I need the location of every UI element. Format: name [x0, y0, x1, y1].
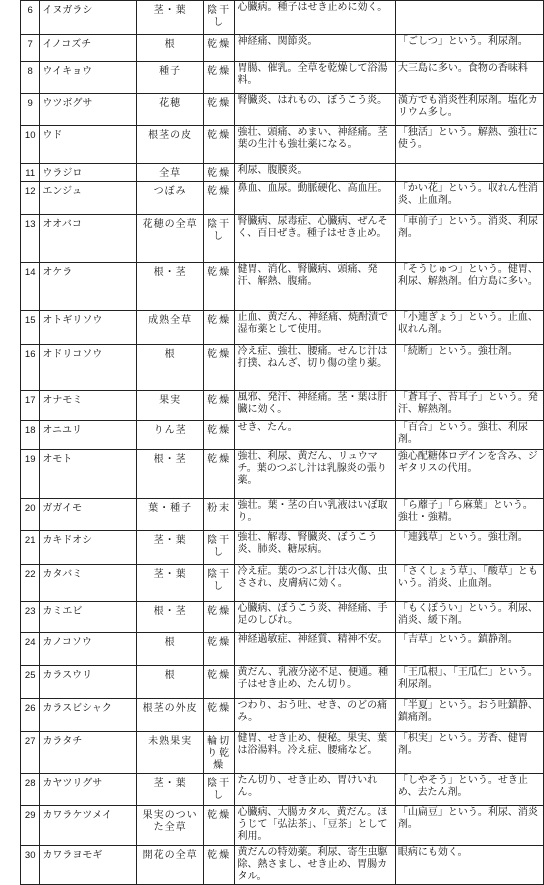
plant-name: オケラ [40, 263, 137, 311]
row-number: 15 [21, 311, 40, 345]
table-row [21, 94, 544, 126]
preparation: 陰干し [203, 1, 235, 35]
preparation: 陰干し [203, 531, 235, 565]
table-row [21, 846, 544, 885]
effect-text: 強壮。葉・茎の白い乳液はいぼ取り。 [235, 499, 395, 531]
effect-text: 神経痛、関節炎。 [235, 35, 395, 62]
plant-part: 根 [137, 633, 203, 666]
table-row [21, 633, 544, 666]
plant-name: カタバミ [40, 565, 137, 602]
row-number: 20 [21, 499, 40, 531]
effect-text: 健胃、消化、腎臓病、頭痛、発汗、解熱、腹痛。 [235, 263, 395, 311]
table-row [21, 732, 544, 774]
table-row [21, 666, 544, 699]
row-number: 21 [21, 531, 40, 565]
plant-part: 茎・葉 [137, 1, 203, 35]
plant-part: 根 [137, 345, 203, 391]
note-text: 「連銭草」という。強壮剤。 [395, 531, 543, 565]
plant-part: 果実 [137, 391, 203, 421]
plant-name: ガガイモ [40, 499, 137, 531]
effect-text: 強壮、頭痛、めまい、神経痛。茎葉の生汁も強壮薬になる。 [235, 126, 395, 164]
herb-table-body [21, 1, 544, 885]
note-text [395, 1, 543, 35]
table-row [21, 263, 544, 311]
plant-part: 未熟果実 [137, 732, 203, 774]
preparation: 乾燥 [203, 450, 235, 499]
note-text: 「百合」という。強壮、利尿剤。 [395, 421, 543, 450]
note-text: 「車前子」という。消炎、利尿剤。 [395, 215, 543, 263]
plant-name: ウド [40, 126, 137, 164]
plant-name: エンジュ [40, 182, 137, 215]
preparation: 輪切り乾燥 [203, 732, 235, 774]
plant-name: カラスビシャク [40, 699, 137, 732]
row-number: 9 [21, 94, 40, 126]
row-number: 30 [21, 846, 40, 885]
effect-text: 心臓病、ぼうこう炎、神経痛、手足のしびれ。 [235, 602, 395, 633]
effect-text: 心臓病。種子はせき止めに効く。 [235, 1, 395, 35]
preparation: 乾燥 [203, 182, 235, 215]
plant-part: 成熟全草 [137, 311, 203, 345]
note-text: 眼病にも効く。 [395, 846, 543, 885]
plant-part: 茎・葉 [137, 565, 203, 602]
row-number: 28 [21, 774, 40, 806]
table-row [21, 450, 544, 499]
note-text: 「ら蘼子」「ら麻葉」という。強壮・強精。 [395, 499, 543, 531]
note-text: 「枳実」という。芳香、健胃剤。 [395, 732, 543, 774]
row-number: 23 [21, 602, 40, 633]
effect-text: 腎臓病、尿毒症、心臓病、ぜんそく、百日ぜき。種子はせき止め。 [235, 215, 395, 263]
plant-part: 根茎の外皮 [137, 699, 203, 732]
plant-part: 根茎の皮 [137, 126, 203, 164]
preparation: 乾燥 [203, 602, 235, 633]
plant-name: オモト [40, 450, 137, 499]
effect-text: 強壮、解毒、腎臓炎、ぼうこう炎、肺炎、糖尿病。 [235, 531, 395, 565]
plant-name: オオバコ [40, 215, 137, 263]
preparation: 陰干し [203, 565, 235, 602]
preparation: 乾燥 [203, 846, 235, 885]
note-text: 「続断」という。強壮剤。 [395, 345, 543, 391]
table-row [21, 1, 544, 35]
plant-part: 茎・葉 [137, 531, 203, 565]
preparation: 乾燥 [203, 699, 235, 732]
plant-part: つぼみ [137, 182, 203, 215]
table-row [21, 391, 544, 421]
table-row [21, 62, 544, 94]
note-text: 「独活」という。解熱、強壮に使う。 [395, 126, 543, 164]
row-number: 16 [21, 345, 40, 391]
preparation: 陰干し [203, 774, 235, 806]
note-text [395, 164, 543, 182]
row-number: 25 [21, 666, 40, 699]
effect-text: 黄だん、乳液分泌不足、便通。種子はせき止め、たん切り。 [235, 666, 395, 699]
plant-name: オニユリ [40, 421, 137, 450]
note-text: 「小連ぎょう」という。止血、収れん剤。 [395, 311, 543, 345]
note-text: 「ごしつ」という。利尿剤。 [395, 35, 543, 62]
table-row [21, 126, 544, 164]
note-text: 強心配糖体ロデインを含み、ジギタリスの代用。 [395, 450, 543, 499]
note-text: 「しやそう」という。せき止め、去たん剤。 [395, 774, 543, 806]
effect-text: 胃腸、催乳。全草を乾燥して浴湯料。 [235, 62, 395, 94]
effect-text: せき、たん。 [235, 421, 395, 450]
row-number: 10 [21, 126, 40, 164]
plant-part: 果実のついた全草 [137, 806, 203, 846]
plant-part: りん茎 [137, 421, 203, 450]
effect-text: 冷え症、強壮、腰痛。せんじ汁は打撲、ねんざ、切り傷の塗り薬。 [235, 345, 395, 391]
herb-table [20, 0, 544, 885]
plant-part: 根・茎 [137, 602, 203, 633]
effect-text: たん切り、せき止め、胃けいれん。 [235, 774, 395, 806]
effect-text: 冷え症。葉のつぶし汁は火傷、虫さされ、皮膚病に効く。 [235, 565, 395, 602]
plant-name: ウツボグサ [40, 94, 137, 126]
preparation: 乾燥 [203, 421, 235, 450]
plant-name: オナモミ [40, 391, 137, 421]
plant-name: カヤツリグサ [40, 774, 137, 806]
plant-part: 花穂 [137, 94, 203, 126]
row-number: 27 [21, 732, 40, 774]
preparation: 乾燥 [203, 263, 235, 311]
plant-part: 根 [137, 35, 203, 62]
note-text: 「蒼耳子、苔耳子」という。発汗、解熱剤。 [395, 391, 543, 421]
plant-name: カミエビ [40, 602, 137, 633]
table-row [21, 345, 544, 391]
plant-name: カノコソウ [40, 633, 137, 666]
plant-part: 開花の全草 [137, 846, 203, 885]
note-text: 大三島に多い。食物の香味料 [395, 62, 543, 94]
effect-text: 腎臓炎、はれもの、ぼうこう炎。 [235, 94, 395, 126]
row-number: 13 [21, 215, 40, 263]
row-number: 11 [21, 164, 40, 182]
row-number: 22 [21, 565, 40, 602]
effect-text: 鼻血、血尿。動脈硬化、高血圧。 [235, 182, 395, 215]
preparation: 乾燥 [203, 666, 235, 699]
preparation: 乾燥 [203, 126, 235, 164]
preparation: 乾燥 [203, 164, 235, 182]
note-text: 「吉草」という。鎮静剤。 [395, 633, 543, 666]
row-number: 8 [21, 62, 40, 94]
preparation: 乾燥 [203, 806, 235, 846]
plant-part: 根・茎 [137, 263, 203, 311]
table-row [21, 602, 544, 633]
plant-part: 種子 [137, 62, 203, 94]
plant-name: オドリコソウ [40, 345, 137, 391]
table-row [21, 774, 544, 806]
row-number: 12 [21, 182, 40, 215]
preparation: 乾燥 [203, 345, 235, 391]
effect-text: 止血、黄だん、神経痛、焼酎漬で湿布薬として使用。 [235, 311, 395, 345]
note-text: 「もくぼうい」という。利尿、消炎、緩下剤。 [395, 602, 543, 633]
row-number: 19 [21, 450, 40, 499]
plant-name: ウイキョウ [40, 62, 137, 94]
table-row [21, 164, 544, 182]
table-row [21, 215, 544, 263]
preparation: 粉末 [203, 499, 235, 531]
row-number: 24 [21, 633, 40, 666]
row-number: 14 [21, 263, 40, 311]
note-text: 「王瓜根」、「王瓜仁」という。利尿剤。 [395, 666, 543, 699]
plant-part: 葉・種子 [137, 499, 203, 531]
plant-name: オトギリソウ [40, 311, 137, 345]
preparation: 乾燥 [203, 311, 235, 345]
preparation: 乾燥 [203, 391, 235, 421]
table-row [21, 182, 544, 215]
row-number: 17 [21, 391, 40, 421]
plant-part: 茎・葉 [137, 774, 203, 806]
plant-name: カワラケツメイ [40, 806, 137, 846]
plant-name: ウラジロ [40, 164, 137, 182]
plant-part: 根 [137, 666, 203, 699]
note-text: 「山扁豆」という。利尿、消炎剤。 [395, 806, 543, 846]
row-number: 18 [21, 421, 40, 450]
effect-text: 風邪、発汗、神経痛。茎・葉は肝臓に効く。 [235, 391, 395, 421]
table-row [21, 565, 544, 602]
plant-part: 花穂の全草 [137, 215, 203, 263]
row-number: 6 [21, 1, 40, 35]
table-row [21, 35, 544, 62]
effect-text: 健胃、せき止め、便秘。果実、葉は浴湯料。冷え症、腰痛など。 [235, 732, 395, 774]
plant-name: イヌガラシ [40, 1, 137, 35]
row-number: 29 [21, 806, 40, 846]
effect-text: 心臓病、大腸カタル、黄だん。ほうじて「弘法茶」、「豆茶」として利用。 [235, 806, 395, 846]
note-text: 「さくしょう草」、「酸草」ともいう。消炎、止血剤。 [395, 565, 543, 602]
table-row [21, 499, 544, 531]
effect-text: 神経過敏症、神経質、精神不安。 [235, 633, 395, 666]
plant-part: 全草 [137, 164, 203, 182]
note-text: 「かい花」という。収れん性消炎、止血剤。 [395, 182, 543, 215]
preparation: 乾燥 [203, 62, 235, 94]
row-number: 26 [21, 699, 40, 732]
plant-name: カキドオシ [40, 531, 137, 565]
effect-text: つわり、おう吐、せき、のどの痛み。 [235, 699, 395, 732]
plant-name: カワラヨモギ [40, 846, 137, 885]
table-row [21, 421, 544, 450]
preparation: 乾燥 [203, 94, 235, 126]
preparation: 乾燥 [203, 633, 235, 666]
plant-name: カラタチ [40, 732, 137, 774]
effect-text: 黄だんの特効薬。利尿、寄生虫駆除、熱さまし、せき止め、胃腸カタル。 [235, 846, 395, 885]
table-row [21, 311, 544, 345]
effect-text: 利尿、腹膜炎。 [235, 164, 395, 182]
plant-part: 根・茎 [137, 450, 203, 499]
plant-name: イノコズチ [40, 35, 137, 62]
preparation: 乾燥 [203, 35, 235, 62]
table-row [21, 806, 544, 846]
preparation: 陰干し [203, 215, 235, 263]
effect-text: 強壮、利尿、黄だん、リュウマチ。葉のつぶし汁は乳腺炎の張り薬。 [235, 450, 395, 499]
note-text: 「半夏」という。おう吐鎮静、鎮痛剤。 [395, 699, 543, 732]
table-row [21, 531, 544, 565]
note-text: 漢方でも消炎性利尿剤。塩化カリウム多し。 [395, 94, 543, 126]
plant-name: カラスウリ [40, 666, 137, 699]
table-row [21, 699, 544, 732]
note-text: 「そうじゅつ」という。健胃、利尿、解熱剤。伯方島に多い。 [395, 263, 543, 311]
row-number: 7 [21, 35, 40, 62]
